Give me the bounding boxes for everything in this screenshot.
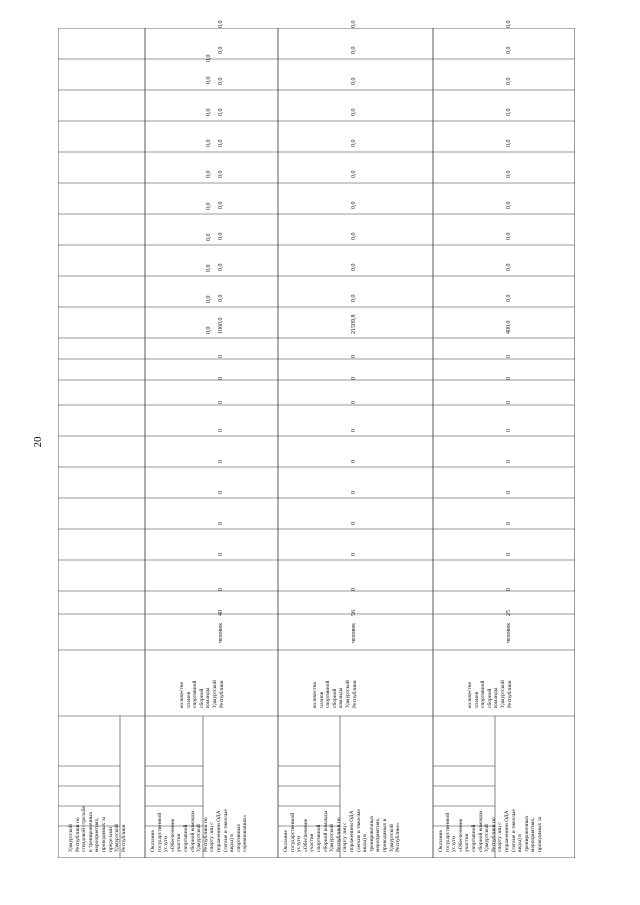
row-value: 0,0 <box>351 77 357 85</box>
row-indicator: количество членов спортивной сборной команды Удмуртской Республики <box>312 680 358 708</box>
row-unit: человек <box>506 622 512 643</box>
row-value: 0,0 <box>506 139 512 147</box>
page-number: 20 <box>32 436 44 448</box>
row-description: Оказание государственной услуги «Обеспечение участия спортивной сборной команды Удмуртской Республики по спорту лиц с поражением ОДА (легкие и тяжелые виды) в спортивных соревнованиях» <box>150 809 249 852</box>
row-indicator: количество членов спортивной сборной команды Удмуртской Республики <box>467 680 513 708</box>
row-value: 0,0 <box>506 20 512 28</box>
row-value: 0,0 <box>506 46 512 54</box>
row-value: 0,0 <box>218 263 224 271</box>
row-value: 0,0 <box>218 232 224 240</box>
row-value: 0 <box>218 377 224 380</box>
header-row-value: 0,0 <box>206 108 212 116</box>
header-row-value: 0,0 <box>206 76 212 84</box>
row-value: 0,0 <box>351 139 357 147</box>
row-value: 0,0 <box>351 201 357 209</box>
row-value: 0 <box>218 401 224 404</box>
row-value: 0 <box>218 588 224 591</box>
row-value: 0 <box>218 429 224 432</box>
row-value: 0 <box>506 355 512 358</box>
row-value: 0,0 <box>218 294 224 302</box>
header-row-value: 0,0 <box>206 233 212 241</box>
row-description: Оказание государственной услуги «Обеспечение участия спортивной сборной команды Удмуртской Республики по спорту лиц с поражением ОДА (легкие и тяжелые виды) в тренировочных мероприятиях, проводимых за <box>438 809 543 852</box>
row-value: 0 <box>506 460 512 463</box>
row-value: 0,0 <box>218 108 224 116</box>
row-value: 0 <box>218 355 224 358</box>
budget-table <box>58 20 575 858</box>
row-value: 0,0 <box>218 46 224 54</box>
row-value: 0 <box>351 460 357 463</box>
row-value: 0 <box>351 429 357 432</box>
row-value: 56 <box>351 610 357 616</box>
row-value: 40 <box>218 610 224 616</box>
row-value: 0,0 <box>351 232 357 240</box>
row-value: 0 <box>351 377 357 380</box>
row-unit: человек <box>351 622 357 643</box>
row-value: 0 <box>351 401 357 404</box>
row-value: 0,0 <box>351 108 357 116</box>
row-value: 0 <box>351 522 357 525</box>
row-value: 400,0 <box>506 320 512 334</box>
row-value: 0,0 <box>506 77 512 85</box>
row-value: 0,0 <box>506 108 512 116</box>
row-value: 0 <box>351 355 357 358</box>
row-value: 0 <box>218 491 224 494</box>
row-value: 0,0 <box>351 263 357 271</box>
row-value: 0,0 <box>218 201 224 209</box>
row-value: 0,0 <box>351 294 357 302</box>
row-value: 0 <box>506 491 512 494</box>
row-value: 0,0 <box>218 77 224 85</box>
header-row-value: 0,0 <box>206 326 212 334</box>
header-row-description: Удмуртской Республики по стендовой стрельбе в тренировочных мероприятиях, проводимых за пределами Удмуртской Республики <box>68 806 127 852</box>
row-value: 0,0 <box>351 170 357 178</box>
row-value: 0,0 <box>218 20 224 28</box>
row-value: 0 <box>506 377 512 380</box>
row-value: 0 <box>351 553 357 556</box>
row-value: 0,0 <box>506 170 512 178</box>
row-value: 0 <box>351 491 357 494</box>
header-row-value: 0,0 <box>206 264 212 272</box>
header-row-value: 0,0 <box>206 139 212 147</box>
row-value: 0 <box>506 588 512 591</box>
row-value: 0,0 <box>351 20 357 28</box>
row-value: 0 <box>506 522 512 525</box>
row-value: 0 <box>218 460 224 463</box>
row-indicator: количество членов спортивной сборной команды Удмуртской Республики <box>179 680 225 708</box>
row-value: 0 <box>218 553 224 556</box>
row-value: 0,0 <box>506 201 512 209</box>
row-value: 21509,8 <box>351 314 357 334</box>
row-value: 0,0 <box>351 46 357 54</box>
header-row-value: 0,0 <box>206 170 212 178</box>
row-value: 0,0 <box>506 294 512 302</box>
row-value: 0 <box>506 429 512 432</box>
row-value: 0 <box>351 588 357 591</box>
table-grid <box>58 28 575 858</box>
row-value: 0,0 <box>218 170 224 178</box>
header-row-value: 0,0 <box>206 295 212 303</box>
row-value: 0 <box>218 522 224 525</box>
row-value: 25 <box>506 610 512 616</box>
header-row-value: 0,0 <box>206 202 212 210</box>
row-unit: человек <box>218 622 224 643</box>
row-value: 1060,0 <box>218 317 224 334</box>
row-value: 0,0 <box>506 232 512 240</box>
header-row-value: 0,0 <box>206 54 212 62</box>
row-description: Оказание государственной услуги «Обеспечение участия спортивной сборной команды Удмуртской Республики по спорту лиц с поражением ОДА (легкие и тяжелые виды) в тренировочных мероприятиях, проводимых в Удмуртской Республике» <box>283 809 402 852</box>
row-value: 0,0 <box>218 139 224 147</box>
row-value: 0,0 <box>506 263 512 271</box>
row-value: 0 <box>506 553 512 556</box>
row-value: 0 <box>506 401 512 404</box>
